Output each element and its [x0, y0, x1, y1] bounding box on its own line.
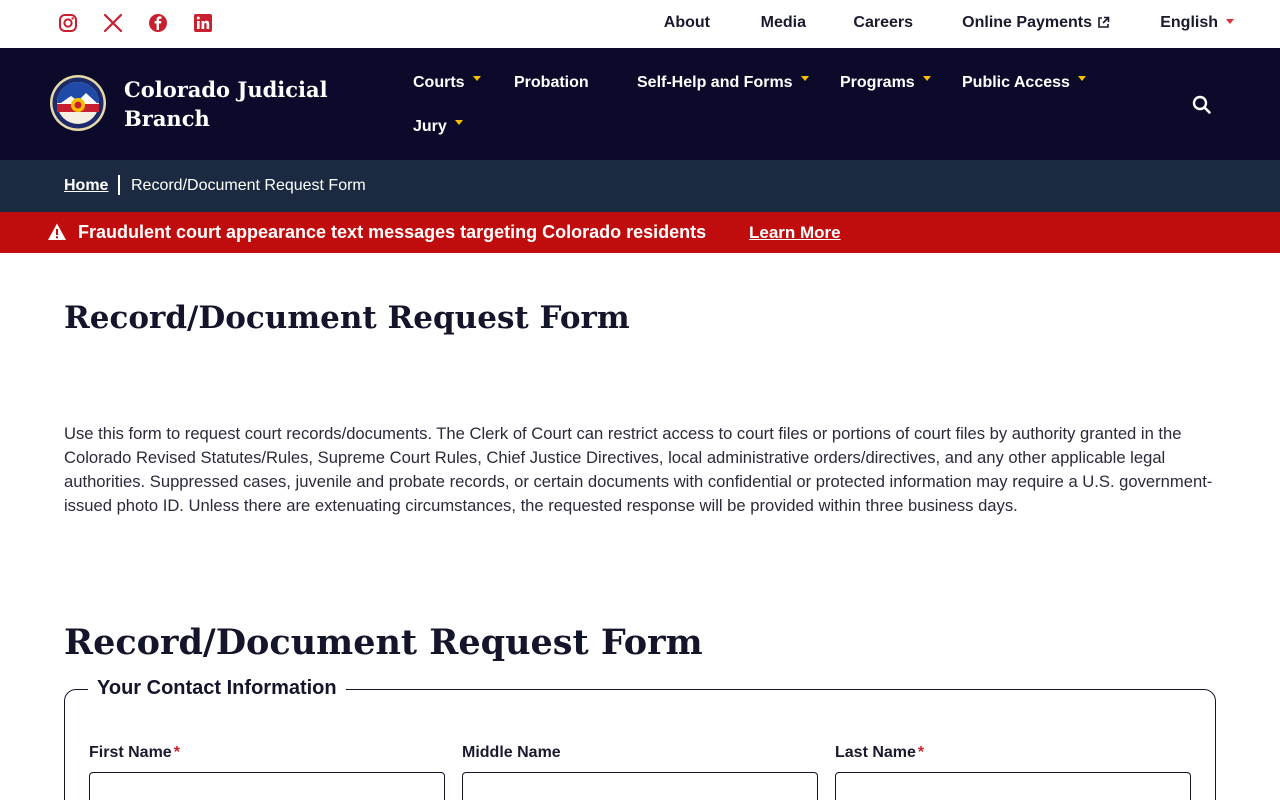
chevron-down-icon: [1078, 76, 1086, 81]
utility-bar: [0, 0, 1280, 48]
alert-message: Fraudulent court appearance text messages targeting Colorado residents: [78, 222, 707, 242]
colorado-courts-seal-icon: [49, 74, 107, 132]
breadcrumb: [0, 160, 1280, 212]
nav-courts[interactable]: [413, 74, 481, 92]
media-link[interactable]: Media: [760, 14, 806, 31]
search-icon: [1191, 94, 1213, 116]
chevron-down-icon: [455, 120, 463, 125]
middle-name-label: [462, 744, 561, 762]
last-name-input[interactable]: [835, 772, 1191, 800]
nav-jury-label: Jury: [413, 118, 447, 135]
site-name[interactable]: Colorado Judicial Branch: [124, 77, 328, 131]
nav-programs-label: Programs: [840, 74, 915, 91]
online-payments-label: Online Payments: [962, 14, 1092, 31]
breadcrumb-separator: [118, 175, 120, 195]
intro-paragraph: Use this form to request court records/documents. The Clerk of Court can restrict access to court files or portions of court files by authority granted in the Colorado Revised Statutes/Rules, Supreme Court Rules, Chief Justice Directives, local administrative orders/directives, and any other applicable legal authorities. Suppressed cases, juvenile and probate records, or certain documents with confidential or protected information may require a U.S. government-issued photo ID. Unless there are extenuating circumstances, the requested response will be provided within three business days.: [64, 424, 1213, 515]
linkedin-icon[interactable]: [193, 13, 213, 33]
required-marker: *: [173, 744, 180, 761]
breadcrumb-current: Record/Document Request Form: [131, 177, 366, 194]
first-name-label: [89, 744, 180, 762]
instagram-icon[interactable]: [58, 13, 78, 33]
nav-self-help[interactable]: [637, 74, 809, 92]
form-title: Record/Document Request Form: [64, 622, 703, 663]
page-title: Record/Document Request Form: [64, 300, 630, 336]
chevron-down-icon: [473, 76, 481, 81]
main-header: [0, 48, 1280, 160]
breadcrumb-home-link[interactable]: Home: [64, 177, 109, 194]
language-select[interactable]: [1160, 14, 1234, 32]
online-payments-link[interactable]: [962, 14, 1110, 34]
nav-programs[interactable]: [840, 74, 931, 92]
careers-link[interactable]: Careers: [853, 14, 913, 31]
nav-courts-label: Courts: [413, 74, 465, 91]
external-link-icon: [1097, 16, 1110, 34]
about-link[interactable]: About: [663, 14, 710, 31]
middle-name-input[interactable]: [462, 772, 818, 800]
alert-banner: [0, 212, 1280, 253]
contact-info-legend: Your Contact Information: [88, 677, 346, 700]
chevron-down-icon: [801, 76, 809, 81]
nav-probation[interactable]: Probation: [514, 74, 589, 91]
last-name-label: [835, 744, 924, 762]
chevron-down-icon: [923, 76, 931, 81]
nav-self-help-label: Self-Help and Forms: [637, 74, 793, 91]
middle-name-label-text: Middle Name: [462, 744, 561, 761]
search-button[interactable]: [1191, 94, 1213, 116]
last-name-label-text: Last Name: [835, 744, 916, 761]
warning-icon: [47, 222, 67, 242]
alert-learn-more-link[interactable]: Learn More: [749, 223, 841, 242]
first-name-input[interactable]: [89, 772, 445, 800]
first-name-label-text: First Name: [89, 744, 172, 761]
language-label: English: [1160, 14, 1218, 31]
required-marker: *: [917, 744, 925, 761]
nav-public-access-label: Public Access: [962, 74, 1070, 91]
facebook-icon[interactable]: [148, 13, 168, 33]
x-icon[interactable]: [103, 13, 123, 33]
chevron-down-icon: [1226, 19, 1234, 24]
nav-jury[interactable]: [413, 118, 463, 136]
nav-public-access[interactable]: [962, 74, 1086, 92]
